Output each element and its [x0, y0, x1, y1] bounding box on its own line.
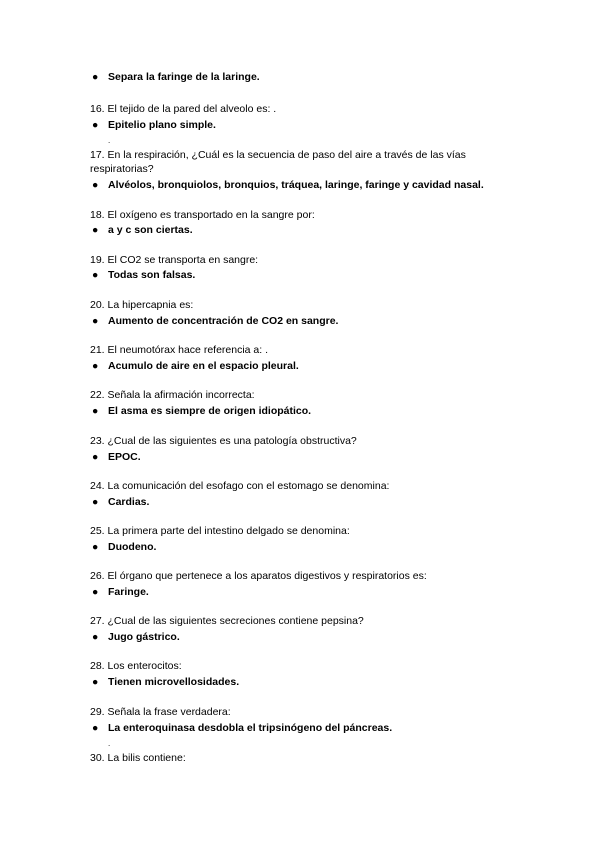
bullet-icon: ● — [92, 676, 99, 688]
bullet-icon: ● — [92, 451, 99, 463]
answer-24 — [92, 496, 149, 509]
answer-text: Tienen microvellosidades. — [108, 676, 240, 688]
question-28: 28. Los enterocitos: — [90, 660, 182, 672]
question-20: 20. La hipercapnia es: — [90, 299, 194, 311]
question-18: 18. El oxígeno es transportado en la sangre por: — [90, 209, 315, 221]
answer-29 — [92, 722, 392, 735]
bullet-icon: ● — [92, 71, 99, 83]
answer-text: Separa la faringe de la laringe. — [108, 71, 260, 83]
answer-16 — [92, 119, 216, 132]
answer-text: Acumulo de aire en el espacio pleural. — [108, 360, 299, 372]
answer-text: EPOC. — [108, 451, 141, 463]
answer-17 — [92, 179, 484, 192]
answer-text: Cardias. — [108, 496, 150, 508]
answer-21 — [92, 360, 299, 373]
question-30: 30. La bilis contiene: — [90, 752, 186, 764]
answer-text: Duodeno. — [108, 541, 157, 553]
answer-27 — [92, 631, 180, 644]
question-17-line2: respiratorias? — [90, 163, 154, 175]
question-24: 24. La comunicación del esofago con el estomago se denomina: — [90, 480, 390, 492]
answer-text: Faringe. — [108, 586, 149, 598]
bullet-icon: ● — [92, 722, 99, 734]
answer-text: La enteroquinasa desdobla el tripsinógeno del páncreas. — [108, 722, 393, 734]
bullet-icon: ● — [92, 269, 99, 281]
answer-text: Alvéolos, bronquiolos, bronquios, tráquea, laringe, faringe y cavidad nasal. — [108, 179, 484, 191]
bullet-icon: ● — [92, 541, 99, 553]
bullet-icon: ● — [92, 224, 99, 236]
answer-28 — [92, 676, 239, 689]
bullet-icon: ● — [92, 119, 99, 131]
question-25: 25. La primera parte del intestino delgado se denomina: — [90, 525, 350, 537]
question-22: 22. Señala la afirmación incorrecta: — [90, 389, 255, 401]
bullet-icon: ● — [92, 360, 99, 372]
bullet-icon: ● — [92, 496, 99, 508]
answer-18 — [92, 224, 193, 237]
question-21: 21. El neumotórax hace referencia a: . — [90, 344, 269, 356]
question-26: 26. El órgano que pertenece a los aparatos digestivos y respiratorios es: — [90, 570, 427, 582]
bullet-icon: ● — [92, 631, 99, 643]
bullet-icon: ● — [92, 586, 99, 598]
bullet-icon: ● — [92, 179, 99, 191]
bullet-icon: ● — [92, 315, 99, 327]
question-29: 29. Señala la frase verdadera: — [90, 706, 231, 718]
answer-19 — [92, 269, 195, 282]
answer-text: a y c son ciertas. — [108, 224, 193, 236]
answer-text: Todas son falsas. — [108, 269, 196, 281]
question-27: 27. ¿Cual de las siguientes secreciones contiene pepsina? — [90, 615, 364, 627]
answer-26 — [92, 586, 149, 599]
answer-text: El asma es siempre de origen idiopático. — [108, 405, 312, 417]
bullet-icon: ● — [92, 405, 99, 417]
answer-text: Epitelio plano simple. — [108, 119, 216, 131]
question-23: 23. ¿Cual de las siguientes es una patología obstructiva? — [90, 435, 357, 447]
answer-text: Jugo gástrico. — [108, 631, 180, 643]
question-16: 16. El tejido de la pared del alveolo es: . — [90, 103, 277, 115]
stray-dot: . — [108, 136, 111, 145]
question-19: 19. El CO2 se transporta en sangre: — [90, 254, 259, 266]
answer-15 — [92, 71, 260, 84]
answer-text: Aumento de concentración de CO2 en sangre. — [108, 315, 339, 327]
answer-25 — [92, 541, 156, 554]
question-17: 17. En la respiración, ¿Cuál es la secuencia de paso del aire a través de las vías — [90, 149, 466, 161]
answer-22 — [92, 405, 311, 418]
answer-23 — [92, 451, 141, 464]
stray-dot: . — [108, 739, 111, 748]
answer-20 — [92, 315, 338, 328]
